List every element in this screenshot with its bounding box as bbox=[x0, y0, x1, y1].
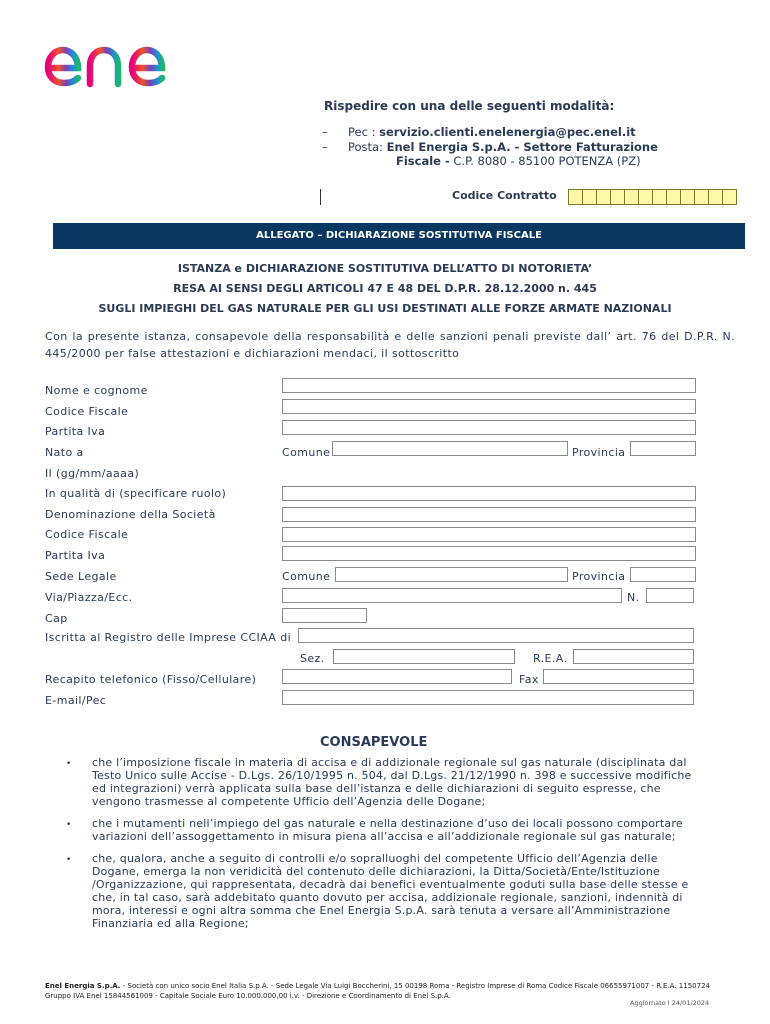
label-codice-fiscale: Codice Fiscale bbox=[45, 405, 129, 418]
partita-iva-input[interactable] bbox=[282, 420, 696, 435]
label-partita-iva: Partita Iva bbox=[45, 425, 106, 438]
bullet-mark: • bbox=[66, 820, 72, 830]
updated-date: Aggiornato I 24/01/2024 bbox=[630, 999, 710, 1007]
doc-title-3: SUGLI IMPIEGHI DEL GAS NATURALE PER GLI USI DESTINATI ALLE FORZE ARMATE NAZIONALI bbox=[98, 302, 672, 315]
consapevole-heading: CONSAPEVOLE bbox=[320, 735, 428, 750]
post-label: Posta: bbox=[348, 140, 383, 154]
contract-code-boxes[interactable] bbox=[568, 189, 737, 205]
consapevole-item-3: che, qualora, anche a seguito di controlli e/o sopralluoghi del competente Ufficio dell’Agenzia delle Dogane, emerga la non veridicità del contenuto delle dichiarazioni, la Ditta/Società/Ente/Istituzione /Organizzazione, qui rappresentata, decadrà dai benefici eventualmente goduti sulla base delle stesse e che, in tal caso, sarà addebitato quanto dovuto per accisa, addizionale regionale, sanzioni, indennità di mora, interessi e ogni altra somma che Enel Energia S.p.A. sarà tenuta a versare all’Amministrazione Finanziaria ed alla Regione; bbox=[92, 852, 689, 930]
label-recapito: Recapito telefonico (Fisso/Cellulare) bbox=[45, 673, 257, 686]
denominazione-input[interactable] bbox=[282, 507, 696, 522]
contract-digit-box[interactable] bbox=[639, 189, 653, 205]
fax-input[interactable] bbox=[543, 669, 694, 684]
attachment-banner: ALLEGATO – DICHIARAZIONE SOSTITUTIVA FISCALE bbox=[53, 223, 745, 249]
contract-digit-box[interactable] bbox=[709, 189, 723, 205]
label-codice-fiscale-societa: Codice Fiscale bbox=[45, 528, 129, 541]
label-data-nascita: Il (gg/mm/aaaa) bbox=[45, 467, 140, 480]
doc-title-2: RESA AI SENSI DEGLI ARTICOLI 47 E 48 DEL D.P.R. 28.12.2000 n. 445 bbox=[173, 282, 597, 295]
footer-company: Enel Energia S.p.A. bbox=[45, 982, 121, 990]
label-comune-sede: Comune bbox=[282, 570, 331, 583]
comune-sede-input[interactable] bbox=[335, 567, 568, 582]
numero-civico-input[interactable] bbox=[646, 588, 694, 603]
label-sez: Sez. bbox=[300, 652, 325, 665]
contract-digit-box[interactable] bbox=[723, 189, 737, 205]
footer-line-2: Gruppo IVA Enel 15844561009 - Capitale Sociale Euro 10.000.000,00 i.v. - Direzione e Coordinamento di Enel S.p.A. bbox=[45, 992, 451, 1000]
email-input[interactable] bbox=[282, 690, 694, 705]
label-provincia: Provincia bbox=[572, 446, 626, 459]
via-input[interactable] bbox=[282, 588, 622, 603]
contract-digit-box[interactable] bbox=[597, 189, 611, 205]
footer-line-1-text: - Società con unico socio Enel Italia S.p.A. - Sede Legale Via Luigi Boccherini, 15 00198 Roma - Registro Imprese di Roma Codice Fiscale 06655971007 - R.E.A. 1150724 bbox=[122, 982, 710, 990]
contract-digit-box[interactable] bbox=[625, 189, 639, 205]
pec-label: Pec : bbox=[348, 125, 376, 139]
consapevole-item-2: che i mutamenti nell’impiego del gas naturale e nella destinazione d’uso dei locali possono comportare variazioni dell’assoggettamento in misura piena all’accisa e all’addizionale regionale sul gas naturale; bbox=[92, 817, 683, 843]
contract-digit-box[interactable] bbox=[653, 189, 667, 205]
post-address: C.P. 8080 - 85100 POTENZA (PZ) bbox=[453, 154, 641, 168]
cciaa-input[interactable] bbox=[298, 628, 694, 643]
post-recipient: Enel Energia S.p.A. - Settore Fatturazione bbox=[386, 140, 658, 154]
dash-mark: – bbox=[322, 125, 328, 139]
codice-fiscale-societa-input[interactable] bbox=[282, 527, 696, 542]
cap-input[interactable] bbox=[282, 608, 367, 623]
label-denominazione: Denominazione della Società bbox=[45, 508, 216, 521]
footer-legal bbox=[45, 981, 710, 1001]
contract-divider bbox=[320, 189, 321, 205]
qualita-input[interactable] bbox=[282, 486, 696, 501]
label-nato-a: Nato a bbox=[45, 446, 84, 459]
footer-line-1 bbox=[45, 981, 710, 991]
rea-input[interactable] bbox=[573, 649, 694, 664]
label-nome: Nome e cognome bbox=[45, 384, 148, 397]
label-via: Via/Piazza/Ecc. bbox=[45, 591, 133, 604]
pec-address: servizio.clienti.enelenergia@pec.enel.it bbox=[379, 125, 636, 139]
label-iscritta: Iscritta al Registro delle Imprese CCIAA di bbox=[45, 631, 292, 644]
dash-mark: – bbox=[322, 140, 328, 154]
pec-line bbox=[322, 125, 722, 139]
doc-title-1: ISTANZA e DICHIARAZIONE SOSTITUTIVA DELL’ATTO DI NOTORIETA’ bbox=[177, 262, 593, 275]
send-title: Rispedire con una delle seguenti modalità: bbox=[324, 99, 615, 113]
bullet-mark: • bbox=[66, 759, 72, 769]
contract-label: Codice Contratto bbox=[452, 189, 557, 202]
nome-input[interactable] bbox=[282, 378, 696, 393]
label-rea: R.E.A. bbox=[533, 652, 568, 665]
contract-digit-box[interactable] bbox=[681, 189, 695, 205]
contract-digit-box[interactable] bbox=[568, 189, 583, 205]
contract-digit-box[interactable] bbox=[583, 189, 597, 205]
label-email: E-mail/Pec bbox=[45, 694, 107, 707]
label-sede-legale: Sede Legale bbox=[45, 570, 117, 583]
post-line bbox=[322, 140, 722, 154]
contract-digit-box[interactable] bbox=[695, 189, 709, 205]
label-fax: Fax bbox=[519, 673, 539, 686]
contract-digit-box[interactable] bbox=[611, 189, 625, 205]
consapevole-item-1: che l’imposizione fiscale in materia di accisa e di addizionale regionale sul gas naturale (disciplinata dal Testo Unico sulle Accise - D.Lgs. 26/10/1995 n. 504, dal D.Lgs. 21/12/1990 n. 398 e successive modifiche ed integrazioni) verrà applicata sulla base dell’istanza e delle dichiarazioni di seguito espresse, che vengono trasmesse al competente Ufficio dell’Agenzia delle Dogane; bbox=[92, 756, 692, 808]
contract-digit-box[interactable] bbox=[667, 189, 681, 205]
post-recipient-2: Fiscale - bbox=[396, 154, 450, 168]
label-numero: N. bbox=[627, 591, 640, 604]
label-qualita: In qualità di (specificare ruolo) bbox=[45, 487, 227, 500]
post-line-2 bbox=[396, 154, 716, 168]
telefono-input[interactable] bbox=[282, 669, 512, 684]
comune-nascita-input[interactable] bbox=[332, 441, 568, 456]
partita-iva-societa-input[interactable] bbox=[282, 546, 696, 561]
bullet-mark: • bbox=[66, 855, 72, 865]
codice-fiscale-input[interactable] bbox=[282, 399, 696, 414]
provincia-sede-input[interactable] bbox=[630, 567, 696, 582]
provincia-nascita-input[interactable] bbox=[630, 441, 696, 456]
contract-code-row bbox=[320, 189, 740, 205]
label-comune: Comune bbox=[282, 446, 331, 459]
intro-paragraph: Con la presente istanza, consapevole della responsabilità e delle sanzioni penali previste dall’ art. 76 del D.P.R. N. 445/2000 per false attestazioni e dichiarazioni mendaci, il sottoscritto bbox=[45, 330, 735, 360]
sez-input[interactable] bbox=[333, 649, 515, 664]
label-provincia-sede: Provincia bbox=[572, 570, 626, 583]
enel-logo bbox=[44, 36, 194, 92]
label-partita-iva-societa: Partita Iva bbox=[45, 549, 106, 562]
label-cap: Cap bbox=[45, 612, 68, 625]
